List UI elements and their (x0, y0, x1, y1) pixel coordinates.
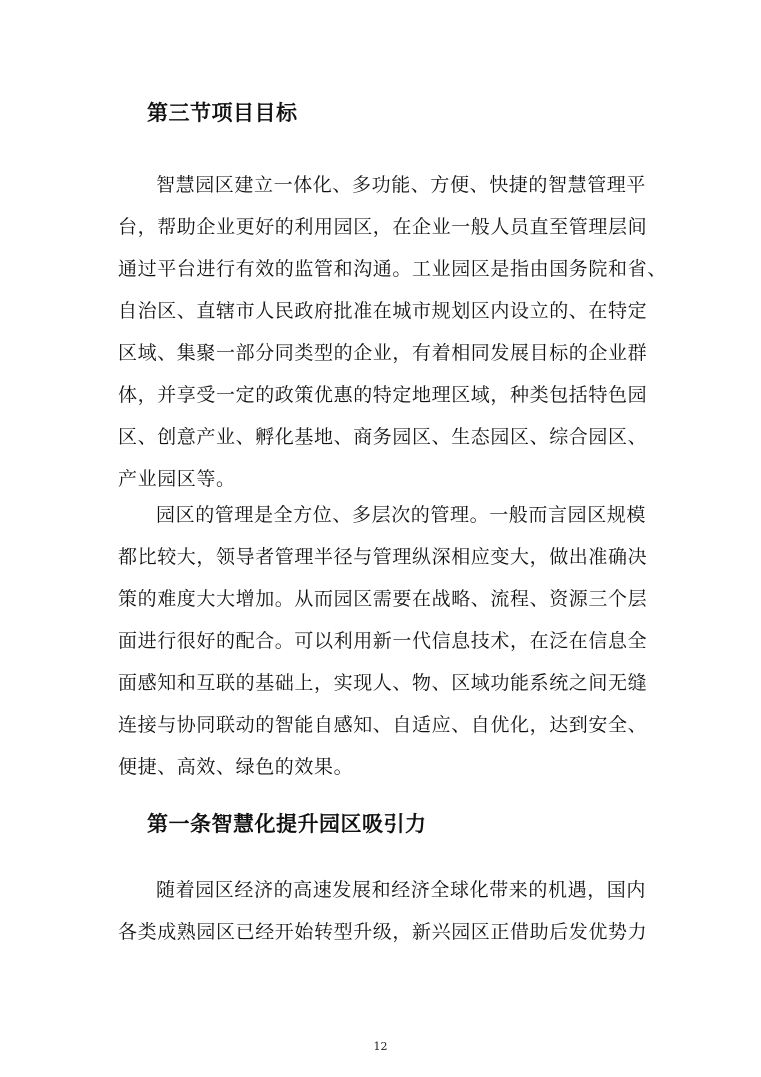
paragraph-line: 便捷、高效、绿色的效果。 (118, 756, 354, 778)
paragraph-line: 面进行很好的配合。可以利用新一代信息技术，在泛在信息全 (118, 630, 648, 652)
section-heading: 第三节项目目标 (147, 100, 298, 125)
paragraph-line: 产业园区等。 (118, 468, 236, 490)
paragraph-park-attraction (118, 869, 648, 953)
paragraph-line: 自治区、直辖市人民政府批准在城市规划区内设立的、在特定 (118, 300, 648, 322)
paragraph-line: 随着园区经济的高速发展和经济全球化带来的机遇，国内 (156, 879, 647, 901)
article-heading: 第一条智慧化提升园区吸引力 (147, 811, 427, 836)
paragraph-line: 体，并享受一定的政策优惠的特定地理区域，种类包括特色园 (118, 384, 648, 406)
paragraph-line: 都比较大，领导者管理半径与管理纵深相应变大，做出准确决 (118, 546, 648, 568)
paragraph-line: 区域、集聚一部分同类型的企业，有着相同发展目标的企业群 (118, 342, 648, 364)
paragraph-line: 连接与协同联动的智能自感知、自适应、自优化，达到安全、 (118, 714, 648, 736)
paragraph-line: 策的难度大大增加。从而园区需要在战略、流程、资源三个层 (118, 588, 648, 610)
page-number: 12 (373, 1040, 388, 1053)
paragraph-line: 园区的管理是全方位、多层次的管理。一般而言园区规模 (156, 504, 647, 526)
paragraph-line: 区、创意产业、孵化基地、商务园区、生态园区、综合园区、 (118, 426, 648, 448)
paragraph-line: 各类成熟园区已经开始转型升级，新兴园区正借助后发优势力 (118, 921, 648, 943)
paragraph-line: 智慧园区建立一体化、多功能、方便、快捷的智慧管理平 (156, 174, 647, 196)
paragraph-line: 面感知和互联的基础上，实现人、物、区域功能系统之间无缝 (118, 672, 648, 694)
paragraph-project-goal-intro (118, 164, 667, 500)
paragraph-line: 台，帮助企业更好的利用园区，在企业一般人员直至管理层间 (118, 216, 648, 238)
paragraph-park-management (118, 494, 648, 788)
paragraph-line: 通过平台进行有效的监管和沟通。工业园区是指由国务院和省、 (118, 258, 667, 280)
